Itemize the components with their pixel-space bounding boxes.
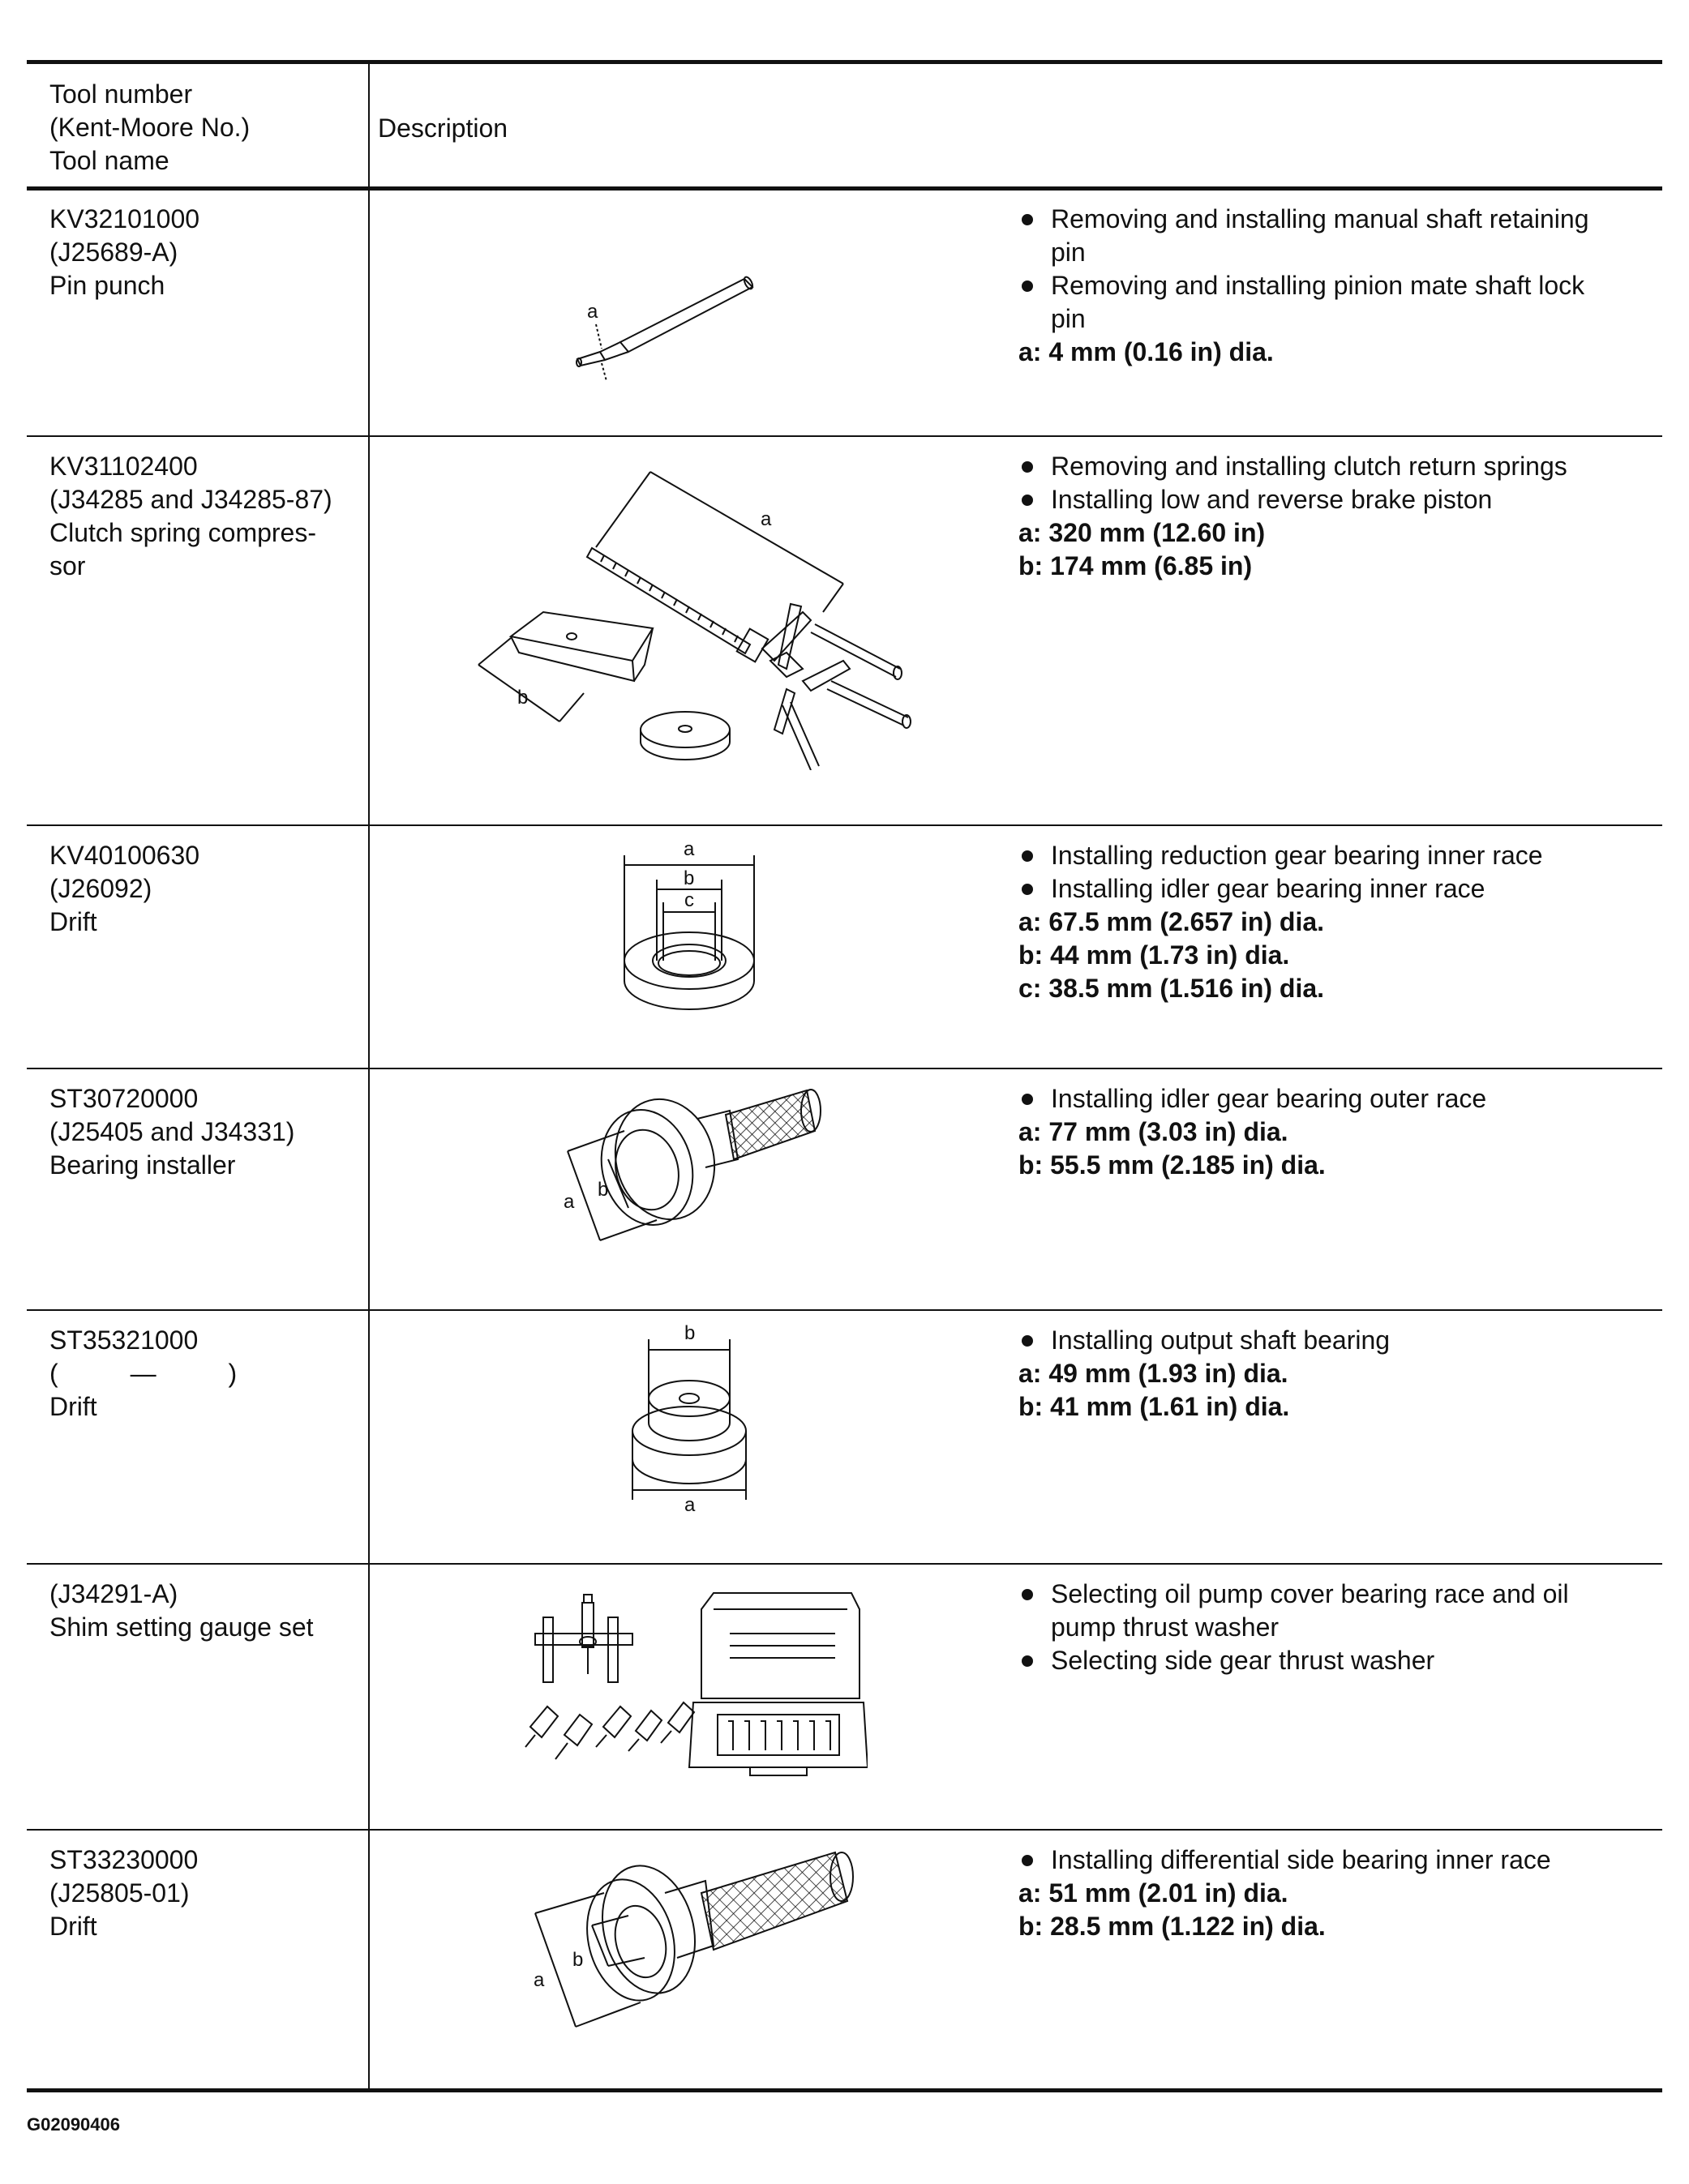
dimension-label-b: b — [517, 687, 529, 709]
row-divider — [27, 1829, 1662, 1831]
drift-ring-illustration — [616, 839, 778, 1017]
spec-cell — [1018, 839, 1651, 1005]
tool-cell — [49, 1082, 358, 1182]
dimension-label-a: a — [684, 839, 695, 860]
bearing-installer-illustration — [551, 1082, 843, 1261]
tool-name-continued: sor — [49, 551, 86, 580]
bullet-dot — [1022, 280, 1033, 292]
dimension-label-a: a — [564, 1191, 575, 1213]
figure-code: G02090406 — [27, 2114, 120, 2135]
tool-cell — [49, 1578, 358, 1644]
tool-name: Drift — [49, 907, 97, 936]
dimension-label-c: c — [684, 889, 694, 911]
tool-cell — [49, 839, 358, 939]
tool-number: KV40100630 — [49, 841, 200, 870]
spec-cell — [1018, 1844, 1651, 1943]
bullet-line: pin — [1051, 238, 1086, 267]
row-divider — [27, 435, 1662, 437]
table-bottom-border — [27, 2088, 1662, 2092]
tool-cell — [49, 450, 358, 583]
bullet-dot — [1022, 1655, 1033, 1667]
bullet-dot — [1022, 1335, 1033, 1347]
tool-cell — [49, 1324, 358, 1424]
column-divider — [368, 62, 370, 2090]
dimension-label-b: b — [684, 1322, 696, 1344]
bullet-line: Installing output shaft bearing — [1051, 1325, 1391, 1355]
bullet-line: Installing low and reverse brake piston — [1051, 485, 1493, 514]
spec-cell — [1018, 1324, 1651, 1424]
bullet-line: Installing idler gear bearing outer race — [1051, 1084, 1487, 1113]
tool-number: KV31102400 — [49, 452, 198, 481]
bullet-item — [1018, 450, 1651, 483]
kent-moore-number: ( — ) — [49, 1359, 238, 1388]
tool-number: ST30720000 — [49, 1084, 199, 1113]
spec-line: b: 55.5 mm (2.185 in) dia. — [1018, 1150, 1326, 1180]
bullet-item — [1018, 1644, 1651, 1677]
spec-line: b: 41 mm (1.61 in) dia. — [1018, 1392, 1290, 1421]
bullet-dot — [1022, 495, 1033, 506]
clutch-spring-compressor-illustration — [462, 462, 916, 770]
drift-step-illustration — [624, 1321, 762, 1516]
dimension-label-b: b — [572, 1949, 584, 1971]
tool-name: Drift — [49, 1912, 97, 1941]
spec-line: a: 77 mm (3.03 in) dia. — [1018, 1117, 1288, 1146]
tool-name: Bearing installer — [49, 1150, 236, 1180]
dimension-label-a: a — [684, 1494, 696, 1516]
tool-name: Pin punch — [49, 271, 165, 300]
bullet-item — [1018, 269, 1651, 336]
tool-cell — [49, 203, 358, 302]
bullet-line: Selecting side gear thrust washer — [1051, 1646, 1435, 1675]
bullet-dot — [1022, 1094, 1033, 1105]
kent-moore-number: (J25805-01) — [49, 1878, 190, 1908]
spec-line: a: 49 mm (1.93 in) dia. — [1018, 1359, 1288, 1388]
dimension-label-a: a — [761, 508, 772, 530]
bullet-line: Removing and installing clutch return springs — [1051, 452, 1567, 481]
kent-moore-number: (J34285 and J34285-87) — [49, 485, 332, 514]
dimension-label-b: b — [598, 1179, 609, 1201]
spec-line: b: 44 mm (1.73 in) dia. — [1018, 940, 1290, 970]
kent-moore-number: (J34291-A) — [49, 1579, 178, 1608]
pin-punch-illustration — [559, 268, 770, 397]
spec-line: a: 4 mm (0.16 in) dia. — [1018, 337, 1274, 366]
kent-moore-number: (J26092) — [49, 874, 152, 903]
shim-gauge-set-illustration — [511, 1585, 868, 1779]
bullet-item — [1018, 483, 1651, 516]
bullet-dot — [1022, 850, 1033, 862]
drift-knurled-illustration — [527, 1844, 868, 2039]
tool-name: Shim setting gauge set — [49, 1612, 314, 1642]
bullet-line: Installing differential side bearing inner race — [1051, 1845, 1551, 1874]
spec-line: a: 320 mm (12.60 in) — [1018, 518, 1266, 547]
spec-cell — [1018, 203, 1651, 369]
bullet-dot — [1022, 884, 1033, 895]
header-bottom-border — [27, 186, 1662, 191]
header-tool-name: Tool name — [49, 146, 169, 175]
bullet-line: Installing reduction gear bearing inner race — [1051, 841, 1543, 870]
bullet-line: pin — [1051, 304, 1086, 333]
dimension-label-b: b — [684, 867, 695, 889]
spec-cell — [1018, 1082, 1651, 1182]
tool-number: ST35321000 — [49, 1325, 199, 1355]
bullet-dot — [1022, 461, 1033, 473]
tool-number: KV32101000 — [49, 204, 200, 233]
bullet-dot — [1022, 1589, 1033, 1600]
spec-line: b: 174 mm (6.85 in) — [1018, 551, 1253, 580]
row-divider — [27, 1309, 1662, 1311]
kent-moore-number: (J25689-A) — [49, 238, 178, 267]
bullet-item — [1018, 203, 1651, 269]
row-divider — [27, 1563, 1662, 1565]
header-tool-column — [49, 78, 358, 178]
bullet-item — [1018, 1844, 1651, 1877]
bullet-line: Installing idler gear bearing inner race — [1051, 874, 1485, 903]
tool-cell — [49, 1844, 358, 1943]
dimension-label-a: a — [587, 301, 598, 323]
header-kent-moore: (Kent-Moore No.) — [49, 113, 251, 142]
bullet-line: Removing and installing pinion mate shaft lock — [1051, 271, 1585, 300]
spec-line: b: 28.5 mm (1.122 in) dia. — [1018, 1912, 1326, 1941]
tool-name: Clutch spring compres- — [49, 518, 316, 547]
bullet-line: pump thrust washer — [1051, 1612, 1280, 1642]
bullet-line: Selecting oil pump cover bearing race and oil — [1051, 1579, 1569, 1608]
bullet-item — [1018, 1578, 1651, 1644]
table-top-border — [27, 60, 1662, 64]
bullet-item — [1018, 839, 1651, 872]
tool-name: Drift — [49, 1392, 97, 1421]
bullet-item — [1018, 872, 1651, 906]
kent-moore-number: (J25405 and J34331) — [49, 1117, 295, 1146]
spec-cell — [1018, 450, 1651, 583]
spec-line: a: 67.5 mm (2.657 in) dia. — [1018, 907, 1325, 936]
spec-line: a: 51 mm (2.01 in) dia. — [1018, 1878, 1288, 1908]
tool-number: ST33230000 — [49, 1845, 199, 1874]
dimension-label-a: a — [534, 1969, 545, 1991]
bullet-line: Removing and installing manual shaft retaining — [1051, 204, 1589, 233]
bullet-dot — [1022, 1855, 1033, 1866]
bullet-dot — [1022, 214, 1033, 225]
row-divider — [27, 824, 1662, 826]
bullet-item — [1018, 1324, 1651, 1357]
spec-cell — [1018, 1578, 1651, 1677]
bullet-item — [1018, 1082, 1651, 1116]
header-tool-number: Tool number — [49, 79, 193, 109]
row-divider — [27, 1068, 1662, 1069]
header-description: Description — [378, 113, 508, 143]
spec-line: c: 38.5 mm (1.516 in) dia. — [1018, 974, 1325, 1003]
